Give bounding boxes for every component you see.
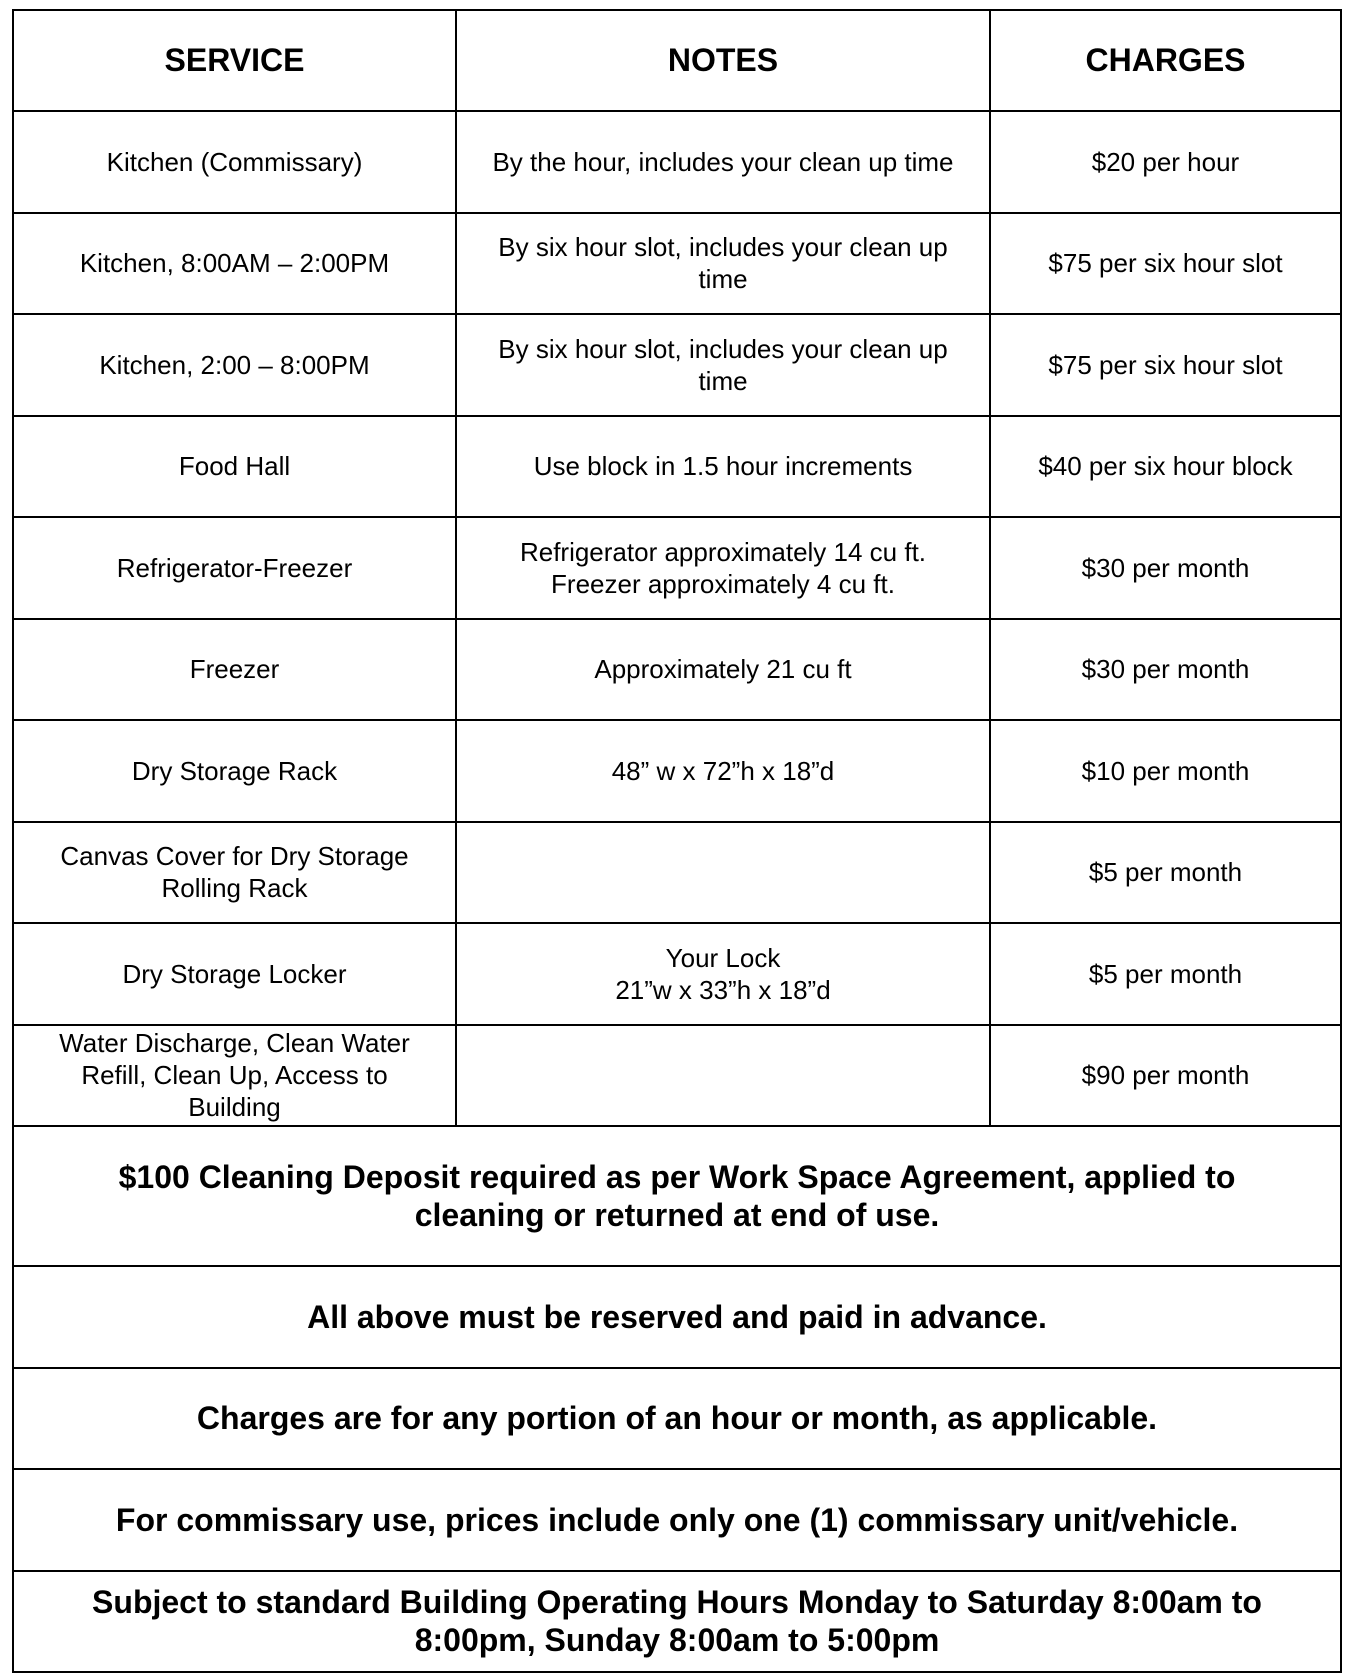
charges-cell: $10 per month — [990, 720, 1341, 822]
footer-note — [13, 1266, 1341, 1368]
header-notes: NOTES — [456, 10, 990, 111]
footer-note-row — [13, 1266, 1341, 1368]
charges-cell: $75 per six hour slot — [990, 314, 1341, 416]
footer-note — [13, 1126, 1341, 1266]
text-line: Charges are for any portion of an hour or month, as applicable. — [196, 1400, 1158, 1437]
charges-cell: $30 per month — [990, 517, 1341, 619]
charges-cell: $90 per month — [990, 1025, 1341, 1127]
notes-cell — [456, 416, 990, 518]
text-line: 8:00pm, Sunday 8:00am to 5:00pm — [414, 1622, 940, 1659]
header-row — [13, 10, 1341, 111]
charges-cell: $20 per hour — [990, 111, 1341, 213]
text-line: $100 Cleaning Deposit required as per Work Space Agreement, applied to — [118, 1159, 1236, 1195]
text-line: Refrigerator-Freezer — [116, 552, 353, 583]
text-line: By six hour slot, includes your clean up — [498, 232, 948, 263]
text-line: Kitchen, 8:00AM – 2:00PM — [79, 248, 390, 279]
text-line: Building — [188, 1092, 281, 1123]
text-line: Kitchen, 2:00 – 8:00PM — [99, 349, 370, 380]
footer-note — [13, 1469, 1341, 1571]
footer-note-row — [13, 1126, 1341, 1266]
service-cell — [13, 1025, 456, 1127]
text-line: By six hour slot, includes your clean up — [498, 333, 948, 364]
charges-cell: $5 per month — [990, 822, 1341, 924]
table-row — [13, 517, 1341, 619]
text-line: 21”w x 33”h x 18”d — [615, 974, 831, 1005]
table-row — [13, 314, 1341, 416]
text-line: By the hour, includes your clean up time — [492, 146, 954, 177]
text-line: For commissary use, prices include only one (1) commissary unit/vehicle. — [115, 1501, 1239, 1538]
notes-cell — [456, 1025, 990, 1127]
table-row — [13, 416, 1341, 518]
charges-cell: $30 per month — [990, 619, 1341, 721]
service-cell — [13, 213, 456, 315]
header-service: SERVICE — [13, 10, 456, 111]
service-cell — [13, 822, 456, 924]
service-cell — [13, 619, 456, 721]
text-line: time — [698, 365, 748, 396]
table-row — [13, 213, 1341, 315]
footer-note-row — [13, 1469, 1341, 1571]
footer-note — [13, 1571, 1341, 1673]
text-line: Food Hall — [178, 451, 291, 482]
text-line: Your Lock — [665, 942, 781, 973]
text-line: cleaning or returned at end of use. — [414, 1197, 940, 1233]
pricing-table — [12, 9, 1342, 1673]
notes-cell — [456, 111, 990, 213]
footer-notes — [13, 1126, 1341, 1672]
text-line: Kitchen (Commissary) — [106, 146, 363, 177]
charges-cell: $75 per six hour slot — [990, 213, 1341, 315]
footer-note-row — [13, 1571, 1341, 1673]
text-line: Rolling Rack — [161, 873, 308, 904]
notes-cell — [456, 517, 990, 619]
notes-cell — [456, 923, 990, 1025]
header-charges: CHARGES — [990, 10, 1341, 111]
text-line: Use block in 1.5 hour increments — [533, 451, 913, 482]
charges-cell: $40 per six hour block — [990, 416, 1341, 518]
footer-note — [13, 1368, 1341, 1470]
service-cell — [13, 111, 456, 213]
text-line: Canvas Cover for Dry Storage — [60, 841, 409, 872]
notes-cell — [456, 822, 990, 924]
text-line: 48” w x 72”h x 18”d — [611, 755, 835, 786]
notes-cell — [456, 619, 990, 721]
text-line: Approximately 21 cu ft — [594, 654, 852, 685]
text-line: Refrigerator approximately 14 cu ft. — [519, 536, 927, 567]
text-line: Dry Storage Rack — [131, 755, 338, 786]
notes-cell — [456, 213, 990, 315]
service-rows — [13, 111, 1341, 1126]
text-line: Subject to standard Building Operating Hours Monday to Saturday 8:00am to — [92, 1584, 1262, 1621]
table-row — [13, 1025, 1341, 1127]
notes-cell — [456, 314, 990, 416]
service-cell — [13, 720, 456, 822]
service-cell — [13, 517, 456, 619]
text-line: All above must be reserved and paid in advance. — [307, 1298, 1047, 1335]
text-line: Water Discharge, Clean Water — [59, 1028, 410, 1059]
service-cell — [13, 416, 456, 518]
text-line: Dry Storage Locker — [122, 958, 347, 989]
table-row — [13, 619, 1341, 721]
footer-note-row — [13, 1368, 1341, 1470]
table-row — [13, 720, 1341, 822]
charges-cell: $5 per month — [990, 923, 1341, 1025]
text-line: time — [698, 264, 748, 295]
service-cell — [13, 314, 456, 416]
table-row — [13, 822, 1341, 924]
text-line: Freezer — [189, 654, 280, 685]
service-cell — [13, 923, 456, 1025]
text-line: Refill, Clean Up, Access to — [81, 1060, 388, 1091]
table-row — [13, 111, 1341, 213]
text-line: Freezer approximately 4 cu ft. — [551, 568, 895, 599]
notes-cell — [456, 720, 990, 822]
table-row — [13, 923, 1341, 1025]
